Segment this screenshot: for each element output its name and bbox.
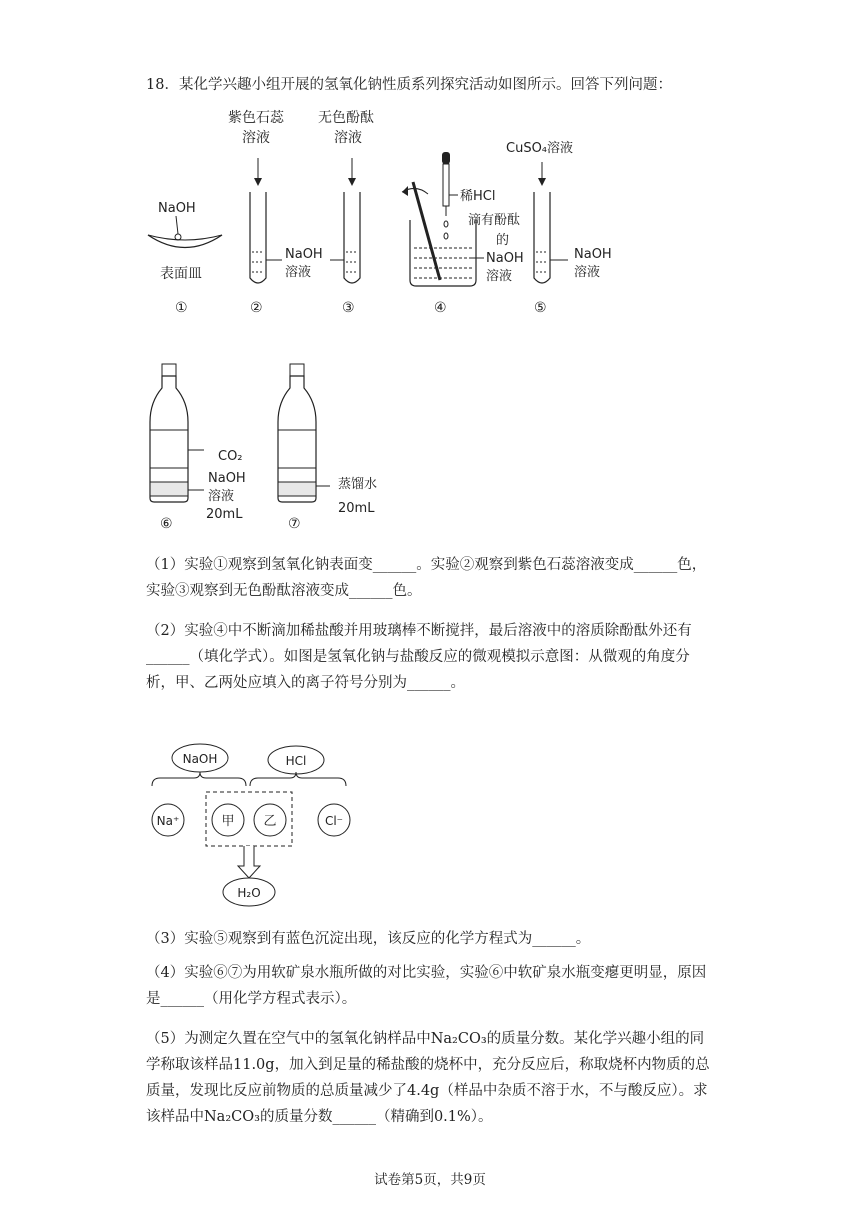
litmus-label-2: 溶液	[242, 130, 270, 146]
naoh-solution-label-1: NaOH	[285, 247, 323, 262]
question-2: （2）实验④中不断滴加稀盐酸并用玻璃棒不断搅拌，最后溶液中的溶质除酚酞外还有______（填化学式）。如图是氢氧化钠与盐酸反应的微观模拟示意图：从微观的角度分析，甲、乙两处应填入的离子符号分别为______。	[146, 623, 692, 691]
question-intro: 18．某化学兴趣小组开展的氢氧化钠性质系列探究活动如图所示。回答下列问题：	[146, 77, 672, 93]
exp-5-number: ⑤	[534, 300, 547, 316]
bottle-figure	[140, 360, 420, 540]
ion-reaction-diagram	[146, 742, 366, 912]
phenol-label-2: 溶液	[334, 130, 362, 146]
bottle-6	[150, 364, 188, 532]
bottle-7	[278, 364, 377, 532]
bottle6-volume: 20mL	[206, 507, 243, 522]
bottle6-naoh-2: 溶液	[208, 489, 235, 504]
phenol-drop-label-1: 滴有酚酞	[468, 213, 521, 228]
exp-1-number: ①	[175, 300, 188, 316]
exp-4-number: ④	[434, 300, 447, 316]
exp-7-number: ⑦	[288, 516, 301, 532]
na-ion: Na⁺	[156, 814, 180, 828]
litmus-label-1: 紫色石蕊	[228, 110, 284, 126]
question-4: （4）实验⑥⑦为用软矿泉水瓶所做的对比实验，实验⑥中软矿泉水瓶变瘪更明显，原因是______（用化学方程式表示）。	[146, 965, 707, 1007]
cl-ion: Cl⁻	[324, 814, 344, 828]
dish-label: 表面皿	[160, 266, 202, 282]
bottle7-volume: 20mL	[338, 501, 375, 516]
yi-ion: 乙	[263, 814, 277, 829]
bottle6-naoh-1: NaOH	[208, 471, 246, 486]
beaker-4	[402, 152, 524, 316]
hcl-ellipse-label: HCl	[285, 754, 307, 768]
cuso4-label: CuSO₄溶液	[506, 141, 574, 156]
question-1: （1）实验①观察到氢氧化钠表面变______。实验②观察到紫色石蕊溶液变成______色，实验③观察到无色酚酞溶液变成______色。	[146, 557, 707, 599]
test-tube-2	[228, 109, 285, 316]
beaker-naoh-label-1: NaOH	[486, 251, 524, 266]
exp-2-number: ②	[250, 300, 263, 316]
test-tube-3	[318, 109, 374, 316]
exp-3-number: ③	[342, 300, 355, 316]
watch-glass-diagram	[148, 201, 222, 316]
experiment-figure-1	[140, 100, 620, 320]
water-molecule: H₂O	[237, 886, 261, 900]
beaker-naoh-label-2: 溶液	[486, 269, 513, 284]
test-tube-5	[506, 140, 612, 316]
exp-6-number: ⑥	[160, 516, 173, 532]
tube5-naoh-label-2: 溶液	[574, 265, 601, 280]
naoh-ellipse-label: NaOH	[182, 752, 218, 766]
page-footer: 试卷第5页，共9页	[374, 1172, 486, 1188]
tube5-naoh-label-1: NaOH	[574, 247, 612, 262]
naoh-solution-label-2: 溶液	[285, 265, 312, 280]
phenol-drop-label-2: 的	[496, 233, 510, 248]
question-5: （5）为测定久置在空气中的氢氧化钠样品中Na₂CO₃的质量分数。某化学兴趣小组的同学称取该样品11.0g，加入到足量的稀盐酸的烧杯中，充分反应后，称取烧杯内物质的总质量，发现比反应前物质的总质量减少了4.4g（样品中杂质不溶于水，不与酸反应）。求该样品中Na₂CO₃的质量分数______（精确到0.1%）。	[146, 1031, 710, 1125]
phenol-label-1: 无色酚酞	[318, 110, 374, 126]
question-3: （3）实验⑤观察到有蓝色沉淀出现，该反应的化学方程式为______。	[146, 931, 591, 947]
hcl-label: 稀HCl	[460, 189, 496, 204]
water-label: 蒸馏水	[338, 477, 378, 492]
co2-label: CO₂	[218, 449, 243, 464]
naoh-label: NaOH	[158, 201, 196, 216]
jia-ion: 甲	[221, 814, 235, 829]
